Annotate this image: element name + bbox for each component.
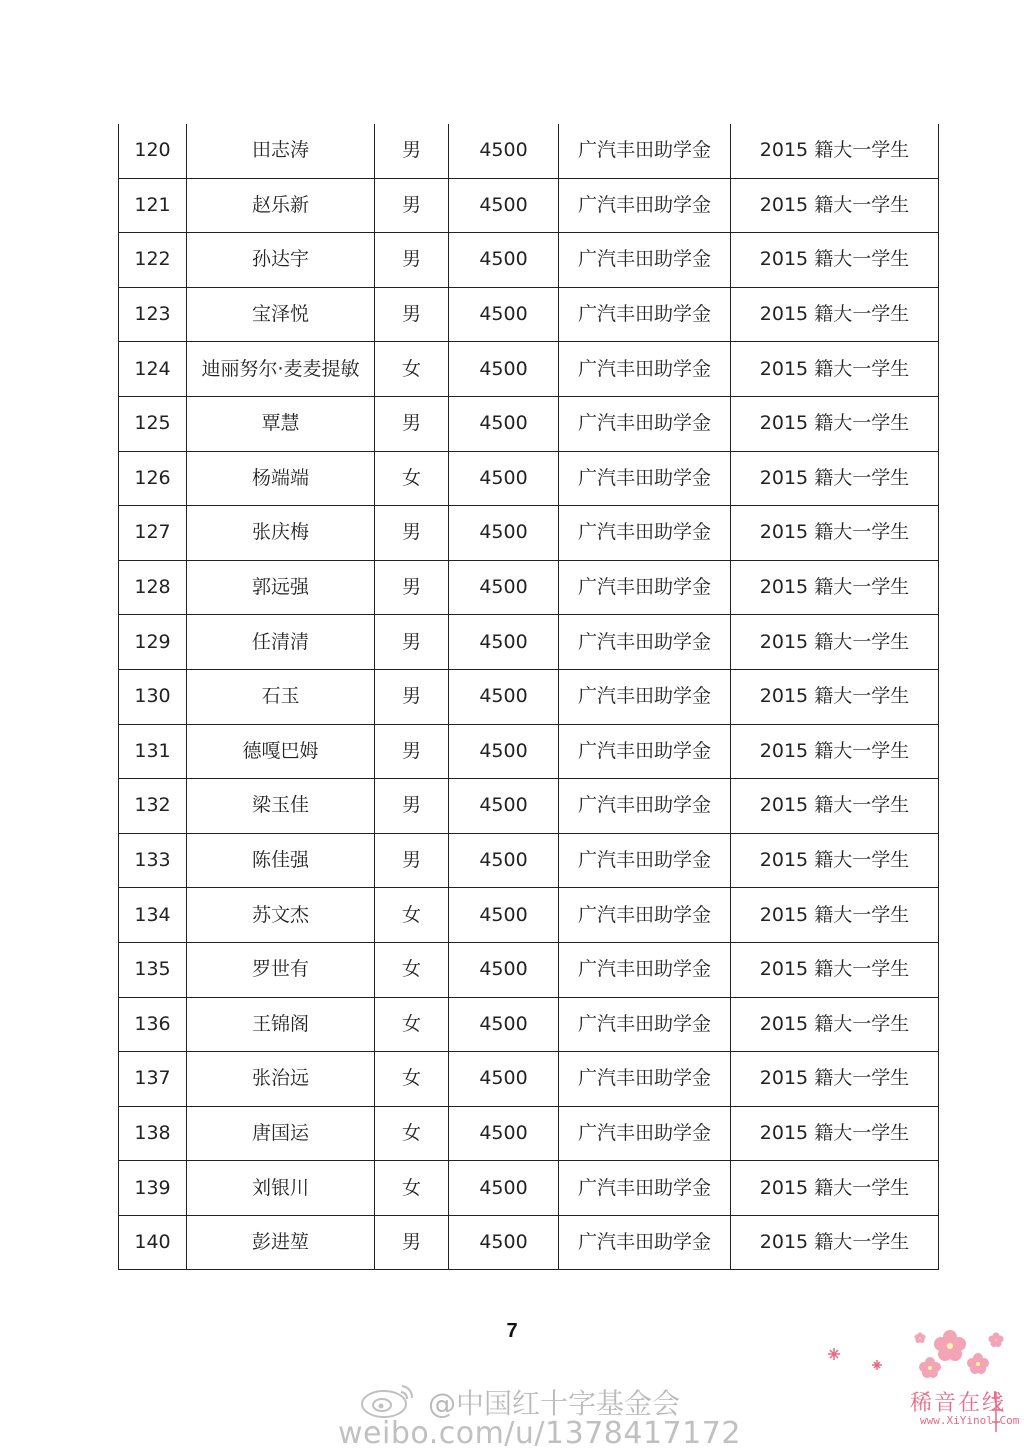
- cell-amount: 4500: [449, 1161, 559, 1216]
- cell-gender: 男: [375, 396, 449, 451]
- cell-note: 2015 籍大一学生: [731, 942, 939, 997]
- table-row: [119, 506, 939, 561]
- table-row: [119, 396, 939, 451]
- cell-amount: 4500: [449, 615, 559, 670]
- xiyin-logo-subtitle: www.XiYinol.Com: [920, 1414, 1020, 1427]
- cell-fund: 广汽丰田助学金: [559, 1215, 731, 1270]
- cell-index: 125: [119, 396, 187, 451]
- cell-amount: 4500: [449, 560, 559, 615]
- cell-index: 130: [119, 669, 187, 724]
- cell-index: 124: [119, 342, 187, 397]
- cell-gender: 男: [375, 560, 449, 615]
- xiyin-logo: [820, 1322, 1020, 1442]
- cell-fund: 广汽丰田助学金: [559, 888, 731, 943]
- cell-note: 2015 籍大一学生: [731, 1215, 939, 1270]
- cell-fund: 广汽丰田助学金: [559, 451, 731, 506]
- cell-fund: 广汽丰田助学金: [559, 287, 731, 342]
- cell-gender: 女: [375, 1106, 449, 1161]
- cell-index: 126: [119, 451, 187, 506]
- cell-note: 2015 籍大一学生: [731, 779, 939, 834]
- cell-name: 苏文杰: [187, 888, 375, 943]
- weibo-watermark: [338, 1380, 741, 1451]
- table-row: [119, 342, 939, 397]
- cell-amount: 4500: [449, 1106, 559, 1161]
- cell-name: 郭远强: [187, 560, 375, 615]
- cell-index: 138: [119, 1106, 187, 1161]
- cell-fund: 广汽丰田助学金: [559, 178, 731, 233]
- table-row: [119, 1052, 939, 1107]
- table-body: [119, 124, 939, 1270]
- cell-index: 134: [119, 888, 187, 943]
- table-row: [119, 997, 939, 1052]
- weibo-url: weibo.com/u/1378417172: [338, 1416, 741, 1451]
- cell-fund: 广汽丰田助学金: [559, 669, 731, 724]
- cell-note: 2015 籍大一学生: [731, 1161, 939, 1216]
- cell-fund: 广汽丰田助学金: [559, 833, 731, 888]
- cell-gender: 男: [375, 233, 449, 288]
- cell-gender: 女: [375, 888, 449, 943]
- cell-gender: 女: [375, 942, 449, 997]
- cell-name: 张治远: [187, 1052, 375, 1107]
- cell-index: 131: [119, 724, 187, 779]
- cell-note: 2015 籍大一学生: [731, 396, 939, 451]
- cell-note: 2015 籍大一学生: [731, 669, 939, 724]
- cell-note: 2015 籍大一学生: [731, 178, 939, 233]
- cell-amount: 4500: [449, 779, 559, 834]
- table-row: [119, 942, 939, 997]
- cell-index: 121: [119, 178, 187, 233]
- table-row: [119, 1161, 939, 1216]
- cell-fund: 广汽丰田助学金: [559, 124, 731, 178]
- cell-amount: 4500: [449, 178, 559, 233]
- cell-index: 133: [119, 833, 187, 888]
- cell-index: 136: [119, 997, 187, 1052]
- table-row: [119, 178, 939, 233]
- cell-gender: 男: [375, 833, 449, 888]
- cell-amount: 4500: [449, 287, 559, 342]
- cell-gender: 男: [375, 1215, 449, 1270]
- cell-fund: 广汽丰田助学金: [559, 997, 731, 1052]
- cell-index: 128: [119, 560, 187, 615]
- table-row: [119, 451, 939, 506]
- cell-fund: 广汽丰田助学金: [559, 724, 731, 779]
- cell-gender: 女: [375, 451, 449, 506]
- cell-note: 2015 籍大一学生: [731, 506, 939, 561]
- cell-name: 赵乐新: [187, 178, 375, 233]
- cell-amount: 4500: [449, 942, 559, 997]
- table-row: [119, 560, 939, 615]
- table-row: [119, 833, 939, 888]
- table-row: [119, 124, 939, 178]
- cell-fund: 广汽丰田助学金: [559, 560, 731, 615]
- table-row: [119, 233, 939, 288]
- xiyin-logo-title: 稀音在线: [910, 1391, 1007, 1416]
- cell-gender: 男: [375, 124, 449, 178]
- cell-note: 2015 籍大一学生: [731, 1106, 939, 1161]
- cell-name: 梁玉佳: [187, 779, 375, 834]
- cell-name: 任清清: [187, 615, 375, 670]
- cell-fund: 广汽丰田助学金: [559, 506, 731, 561]
- cell-name: 罗世有: [187, 942, 375, 997]
- table-row: [119, 779, 939, 834]
- cell-fund: 广汽丰田助学金: [559, 942, 731, 997]
- cell-index: 137: [119, 1052, 187, 1107]
- cell-amount: 4500: [449, 997, 559, 1052]
- cell-name: 陈佳强: [187, 833, 375, 888]
- cell-amount: 4500: [449, 833, 559, 888]
- cell-index: 127: [119, 506, 187, 561]
- cell-name: 田志涛: [187, 124, 375, 178]
- cell-note: 2015 籍大一学生: [731, 451, 939, 506]
- cell-index: 132: [119, 779, 187, 834]
- cell-amount: 4500: [449, 233, 559, 288]
- cell-index: 139: [119, 1161, 187, 1216]
- cell-name: 德嘎巴姆: [187, 724, 375, 779]
- cell-name: 唐国运: [187, 1106, 375, 1161]
- cell-gender: 男: [375, 615, 449, 670]
- cell-index: 129: [119, 615, 187, 670]
- cell-index: 122: [119, 233, 187, 288]
- cell-gender: 男: [375, 779, 449, 834]
- cell-amount: 4500: [449, 1052, 559, 1107]
- cell-note: 2015 籍大一学生: [731, 615, 939, 670]
- cell-name: 彭进堃: [187, 1215, 375, 1270]
- cell-fund: 广汽丰田助学金: [559, 779, 731, 834]
- cell-name: 王锦阁: [187, 997, 375, 1052]
- cell-note: 2015 籍大一学生: [731, 1052, 939, 1107]
- cell-note: 2015 籍大一学生: [731, 997, 939, 1052]
- cell-gender: 男: [375, 724, 449, 779]
- cell-index: 135: [119, 942, 187, 997]
- table-row: [119, 615, 939, 670]
- cell-fund: 广汽丰田助学金: [559, 396, 731, 451]
- cell-name: 刘银川: [187, 1161, 375, 1216]
- cell-gender: 女: [375, 1052, 449, 1107]
- page-number: 7: [506, 1320, 518, 1342]
- cell-note: 2015 籍大一学生: [731, 124, 939, 178]
- weibo-account-name: @中国红十字基金会: [428, 1387, 681, 1420]
- cell-index: 123: [119, 287, 187, 342]
- cell-amount: 4500: [449, 1215, 559, 1270]
- weibo-logo-icon: [358, 1380, 418, 1420]
- cell-name: 迪丽努尔·麦麦提敏: [187, 342, 375, 397]
- cell-amount: 4500: [449, 506, 559, 561]
- cell-fund: 广汽丰田助学金: [559, 1052, 731, 1107]
- cell-name: 张庆梅: [187, 506, 375, 561]
- cell-fund: 广汽丰田助学金: [559, 1161, 731, 1216]
- cell-note: 2015 籍大一学生: [731, 342, 939, 397]
- cell-amount: 4500: [449, 342, 559, 397]
- table-row: [119, 287, 939, 342]
- cell-fund: 广汽丰田助学金: [559, 342, 731, 397]
- cell-fund: 广汽丰田助学金: [559, 1106, 731, 1161]
- cell-note: 2015 籍大一学生: [731, 233, 939, 288]
- cell-note: 2015 籍大一学生: [731, 888, 939, 943]
- cell-amount: 4500: [449, 451, 559, 506]
- cell-fund: 广汽丰田助学金: [559, 615, 731, 670]
- cell-name: 孙达宇: [187, 233, 375, 288]
- cell-name: 杨端端: [187, 451, 375, 506]
- cell-index: 140: [119, 1215, 187, 1270]
- cell-amount: 4500: [449, 124, 559, 178]
- cell-gender: 女: [375, 997, 449, 1052]
- cell-name: 覃慧: [187, 396, 375, 451]
- cell-note: 2015 籍大一学生: [731, 287, 939, 342]
- scholarship-table: [118, 124, 939, 1270]
- table-row: [119, 1215, 939, 1270]
- cell-name: 石玉: [187, 669, 375, 724]
- cell-amount: 4500: [449, 669, 559, 724]
- cell-fund: 广汽丰田助学金: [559, 233, 731, 288]
- table-row: [119, 669, 939, 724]
- cell-gender: 男: [375, 287, 449, 342]
- cell-gender: 男: [375, 669, 449, 724]
- cell-note: 2015 籍大一学生: [731, 560, 939, 615]
- table-row: [119, 888, 939, 943]
- cell-amount: 4500: [449, 724, 559, 779]
- table-row: [119, 724, 939, 779]
- cell-gender: 女: [375, 1161, 449, 1216]
- cell-gender: 男: [375, 178, 449, 233]
- cell-amount: 4500: [449, 396, 559, 451]
- table-row: [119, 1106, 939, 1161]
- cell-index: 120: [119, 124, 187, 178]
- cell-amount: 4500: [449, 888, 559, 943]
- cell-note: 2015 籍大一学生: [731, 724, 939, 779]
- cell-name: 宝泽悦: [187, 287, 375, 342]
- cell-note: 2015 籍大一学生: [731, 833, 939, 888]
- cell-gender: 女: [375, 342, 449, 397]
- cell-gender: 男: [375, 506, 449, 561]
